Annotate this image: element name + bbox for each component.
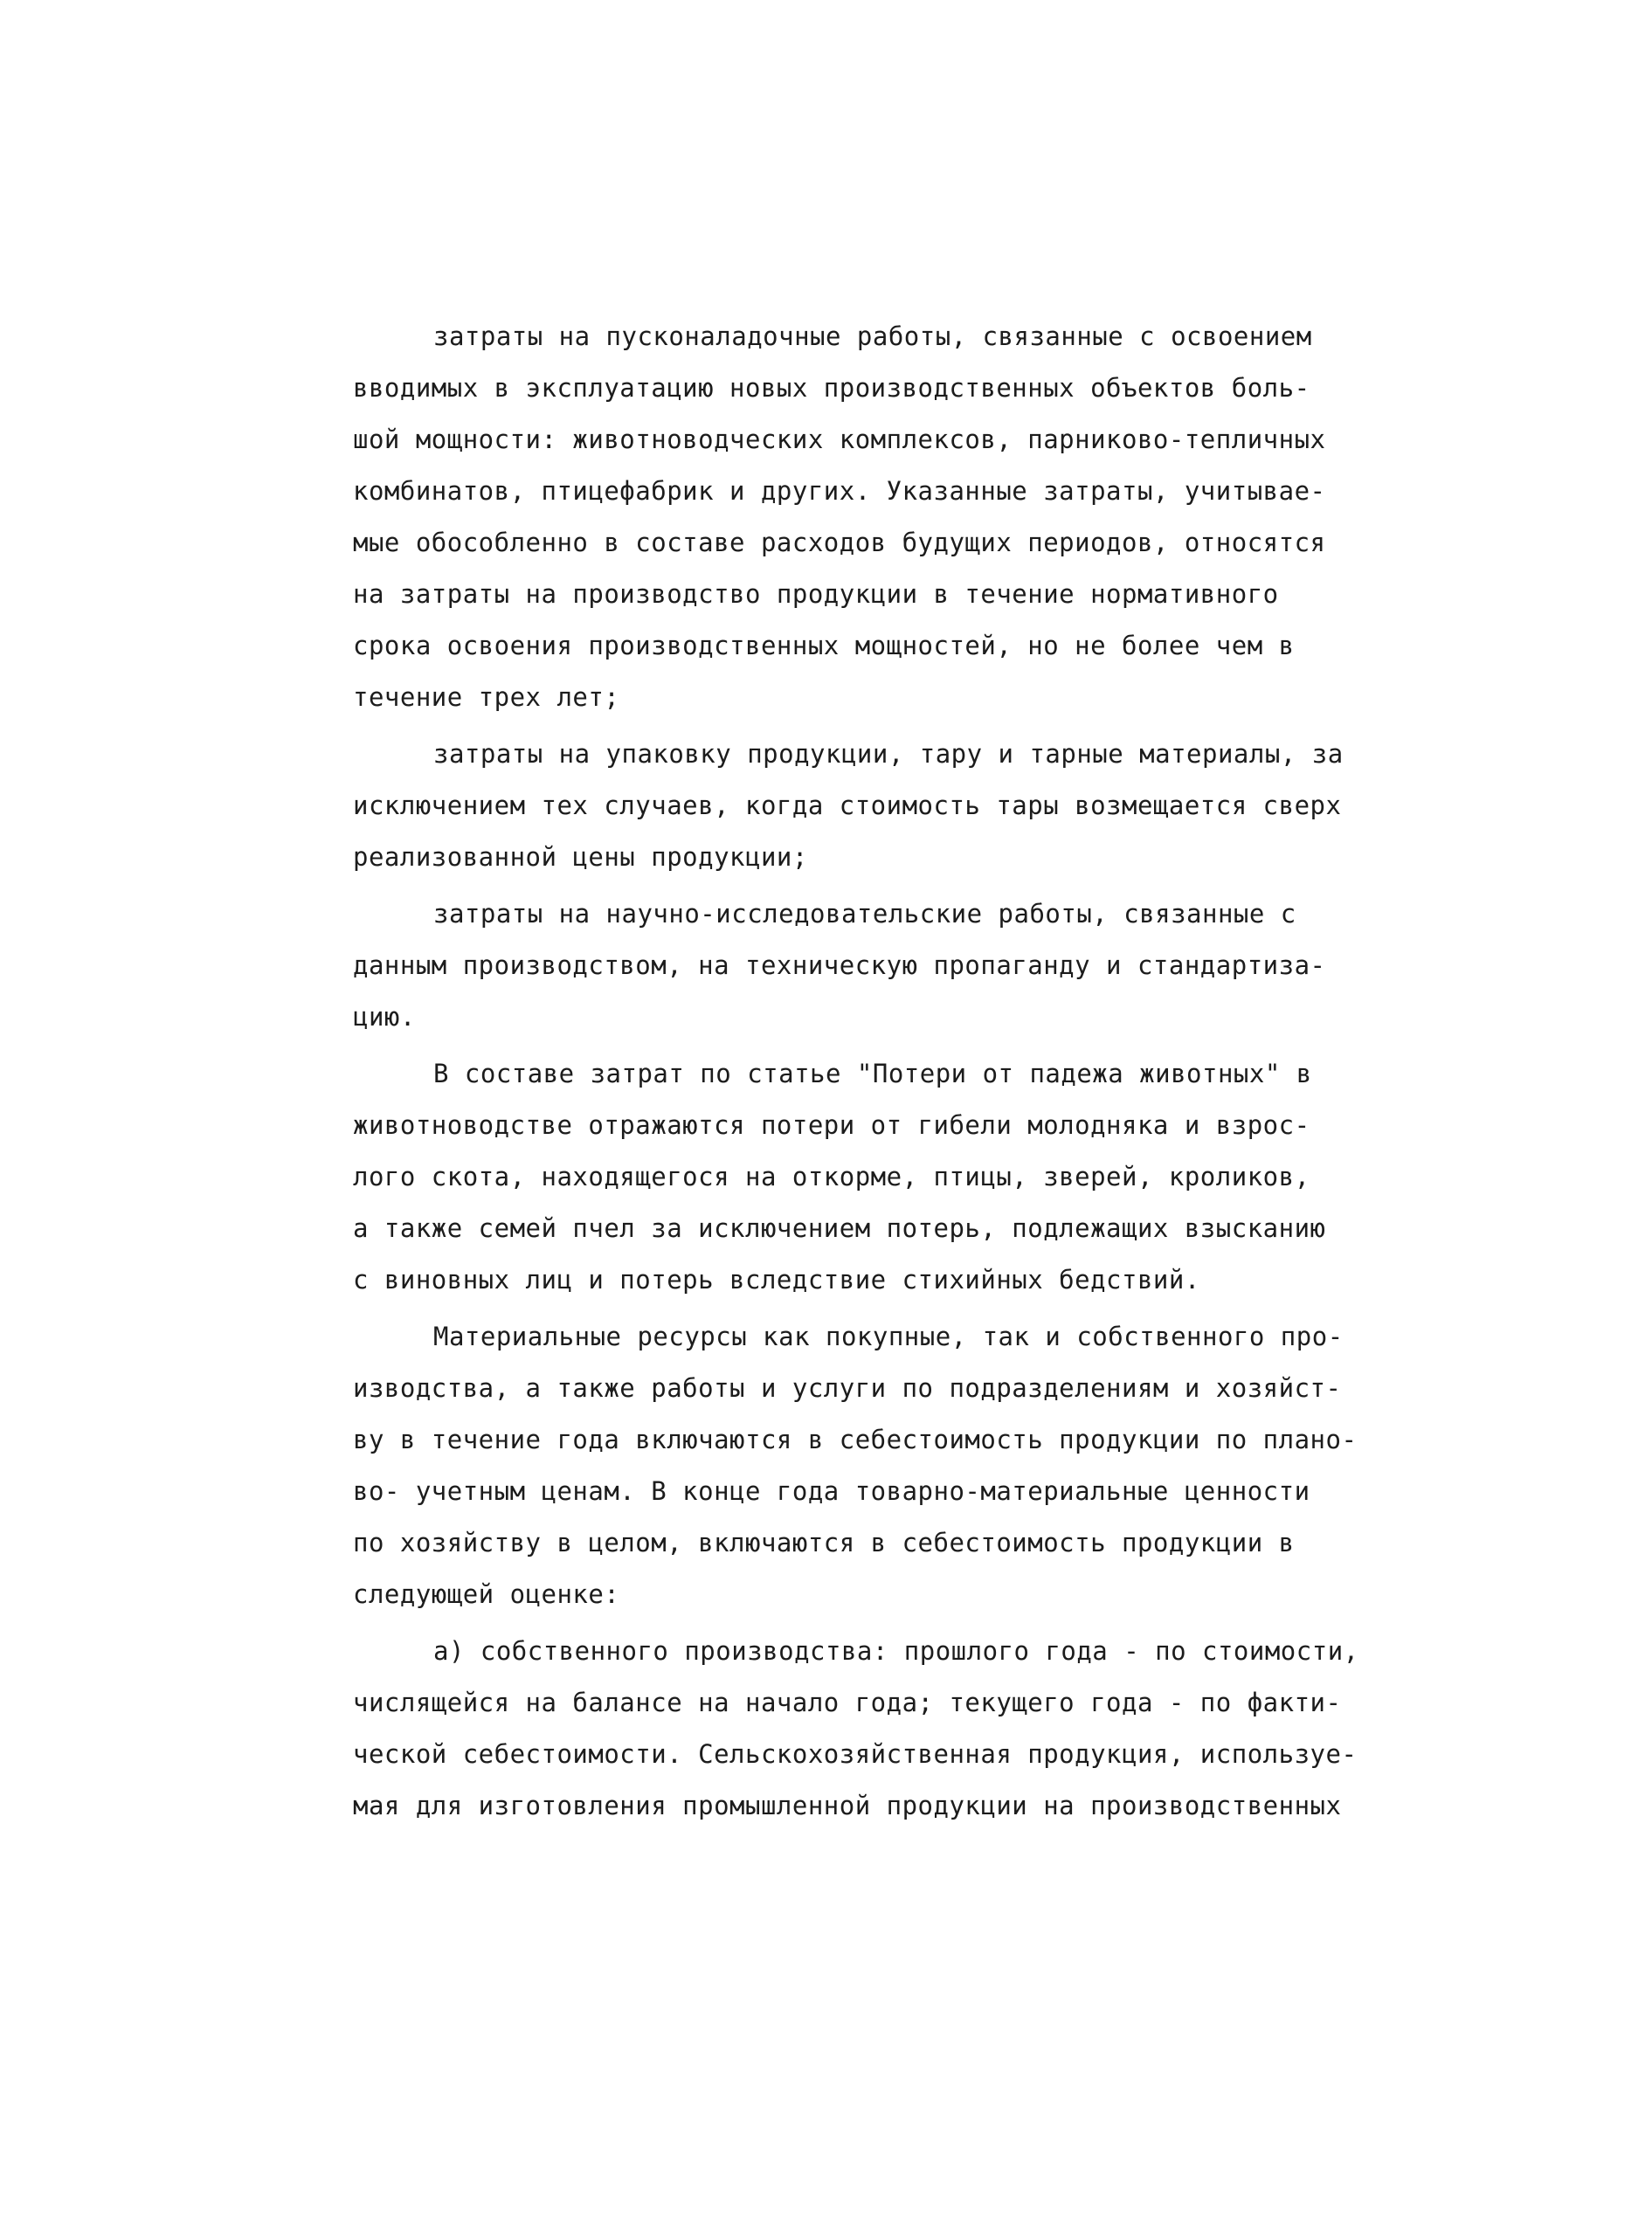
text-line: вводимых в эксплуатацию новых производственных объектов боль-: [353, 373, 1310, 403]
text-line: течение трех лет;: [353, 682, 620, 712]
text-line: по хозяйству в целом, включаются в себестоимость продукции в: [353, 1528, 1295, 1558]
text-line: ву в течение года включаются в себестоимость продукции по плано-: [353, 1425, 1358, 1454]
text-line: числящейся на балансе на начало года; текущего года - по факти-: [353, 1688, 1342, 1717]
text-line: затраты на упаковку продукции, тару и тарные материалы, за: [433, 739, 1344, 769]
paragraph-commissioning-costs: [353, 311, 1427, 723]
text-line: затраты на научно-исследовательские работы, связанные с: [433, 899, 1296, 929]
text-line: срока освоения производственных мощностей, но не более чем в: [353, 631, 1295, 660]
paragraph-livestock-losses: [353, 1048, 1427, 1306]
text-line: изводства, а также работы и услуги по подразделениям и хозяйст-: [353, 1373, 1342, 1403]
text-line: животноводстве отражаются потери от гибели молодняка и взрос-: [353, 1110, 1310, 1140]
text-line: лого скота, находящегося на откорме, птицы, зверей, кроликов,: [353, 1162, 1310, 1191]
text-line: исключением тех случаев, когда стоимость тары возмещается сверх: [353, 791, 1342, 820]
text-line: во- учетным ценам. В конце года товарно-материальные ценности: [353, 1476, 1310, 1506]
text-line: ческой себестоимости. Сельскохозяйственная продукция, используе-: [353, 1739, 1358, 1769]
paragraph-own-production: [353, 1626, 1427, 1832]
paragraph-packaging-costs: [353, 729, 1427, 883]
text-line: комбинатов, птицефабрик и других. Указанные затраты, учитывае-: [353, 476, 1326, 506]
paragraph-research-costs: [353, 888, 1427, 1043]
text-line: реализованной цены продукции;: [353, 842, 808, 872]
text-line: Материальные ресурсы как покупные, так и собственного про-: [433, 1322, 1344, 1351]
document-body: [353, 311, 1427, 1837]
text-line: а также семей пчел за исключением потерь, подлежащих взысканию: [353, 1213, 1326, 1243]
text-line: с виновных лиц и потерь вследствие стихийных бедствий.: [353, 1265, 1200, 1295]
text-line: шой мощности: животноводческих комплексов, парниково-тепличных: [353, 425, 1326, 454]
text-line: мые обособленно в составе расходов будущих периодов, относятся: [353, 528, 1326, 557]
text-line: данным производством, на техническую пропаганду и стандартиза-: [353, 950, 1326, 980]
text-line: мая для изготовления промышленной продукции на производственных: [353, 1791, 1342, 1820]
text-line: цию.: [353, 1002, 416, 1032]
text-line: затраты на пусконаладочные работы, связанные с освоением: [433, 321, 1312, 351]
text-line: на затраты на производство продукции в течение нормативного: [353, 579, 1279, 609]
text-line: В составе затрат по статье "Потери от падежа животных" в: [433, 1059, 1312, 1088]
text-line: а) собственного производства: прошлого года - по стоимости,: [433, 1636, 1359, 1666]
paragraph-material-resources: [353, 1311, 1427, 1620]
text-line: следующей оценке:: [353, 1579, 620, 1609]
